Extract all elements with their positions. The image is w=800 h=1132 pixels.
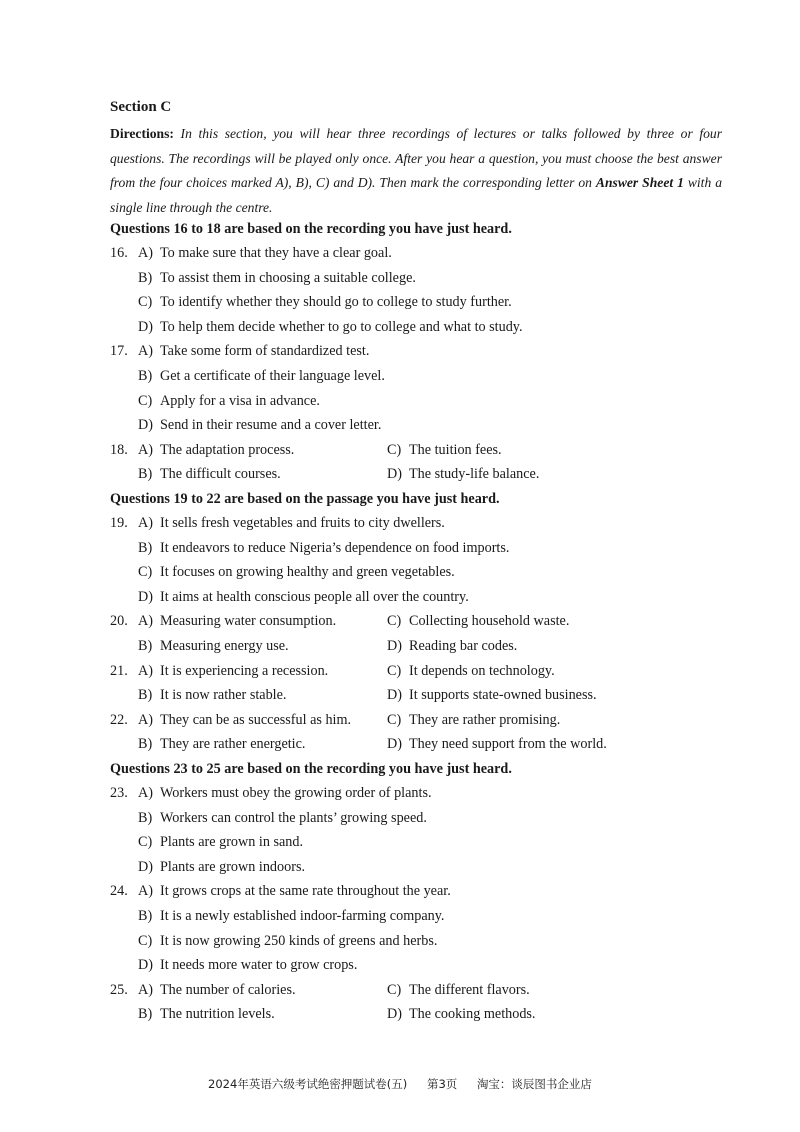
option-text: It is a newly established indoor-farming company.	[160, 908, 445, 924]
option-letter: C)	[138, 392, 153, 409]
directions-label: Directions	[110, 126, 170, 141]
option-letter: A)	[138, 883, 153, 900]
option-text: Take some form of standardized test.	[160, 343, 370, 360]
option-text: Send in their resume and a cover letter.	[160, 417, 382, 434]
answer-option	[138, 343, 369, 360]
option-text: Reading bar codes.	[409, 638, 518, 654]
option-letter: A)	[138, 785, 153, 801]
answer-option	[138, 785, 432, 802]
answer-option	[138, 908, 444, 925]
answer-option	[138, 957, 357, 974]
answer-option	[387, 638, 517, 655]
option-text: Workers can control the plants’ growing speed.	[160, 809, 427, 826]
option-letter: C)	[387, 662, 402, 679]
section-title: Section C	[110, 99, 172, 115]
option-letter: D)	[138, 858, 153, 875]
option-text: The difficult courses.	[160, 466, 281, 483]
option-letter: A)	[138, 981, 153, 998]
option-text: Collecting household waste.	[409, 613, 570, 630]
option-letter: D)	[138, 318, 153, 335]
option-text: To help them decide whether to go to college and what to study.	[160, 318, 523, 335]
question-group-header: Questions 19 to 22 are based on the passage you have just heard.	[110, 491, 500, 507]
answer-option	[138, 319, 523, 336]
option-letter: B)	[138, 1006, 153, 1023]
option-letter: B)	[138, 638, 153, 654]
page-footer	[0, 1076, 800, 1092]
answer-option	[138, 540, 509, 557]
option-text: To identify whether they should go to college to study further.	[160, 294, 512, 311]
answer-option	[387, 442, 502, 459]
option-text: Measuring energy use.	[160, 638, 289, 654]
answer-sheet-ref: Answer Sheet 1	[595, 175, 684, 191]
option-letter: D)	[387, 687, 402, 704]
question-number: 17.	[110, 343, 128, 360]
option-text: To assist them in choosing a suitable college.	[160, 269, 416, 286]
option-letter: D)	[387, 466, 402, 483]
footer-shop: 淘宝：谈辰图书企业店	[476, 1077, 592, 1091]
option-letter: C)	[387, 711, 402, 728]
answer-option	[138, 982, 296, 999]
answer-option	[138, 270, 416, 287]
option-text: They are rather energetic.	[160, 736, 306, 753]
answer-option	[138, 933, 437, 950]
answer-option	[387, 982, 530, 999]
option-letter: A)	[138, 711, 153, 728]
answer-option	[387, 736, 607, 753]
option-letter: B)	[138, 908, 153, 924]
option-letter: D)	[138, 588, 153, 605]
option-text: It focuses on growing healthy and green vegetables.	[160, 564, 455, 581]
answer-option	[138, 393, 320, 410]
directions-text-1: In this section, you will hear three recordings of lectures or talks followed by three or four questions. The recordings will be played only once. After you hear a question, you must choose the best answer from the four choices marked A), B), C) and D). Then mark the corresponding letter on	[110, 126, 722, 191]
answer-option	[138, 638, 289, 655]
option-letter: A)	[138, 515, 153, 531]
footer-title: 2024年英语六级考试绝密押题试卷(五)	[208, 1077, 408, 1091]
question-number: 22.	[110, 711, 128, 728]
option-text: Apply for a visa in advance.	[160, 392, 320, 409]
answer-option	[138, 883, 451, 900]
option-letter: A)	[138, 613, 153, 630]
option-text: Get a certificate of their language level.	[160, 368, 385, 384]
option-text: It is now rather stable.	[160, 687, 287, 704]
option-text: It grows crops at the same rate throughout the year.	[160, 883, 451, 900]
question-group-header: Questions 16 to 18 are based on the recording you have just heard.	[110, 221, 512, 237]
option-letter: B)	[138, 809, 153, 826]
option-text: The number of calories.	[160, 981, 296, 998]
answer-option	[387, 712, 560, 729]
option-letter: D)	[138, 417, 153, 434]
option-text: It depends on technology.	[409, 662, 555, 679]
answer-option	[138, 810, 427, 827]
question-number: 18.	[110, 441, 128, 458]
answer-option	[138, 859, 305, 876]
option-text: It sells fresh vegetables and fruits to city dwellers.	[160, 515, 445, 531]
answer-option	[138, 663, 328, 680]
answer-option	[138, 564, 455, 581]
option-letter: D)	[138, 957, 153, 974]
option-text: They need support from the world.	[409, 736, 607, 753]
answer-option	[138, 368, 385, 385]
option-text: The different flavors.	[409, 981, 530, 998]
question-number: 23.	[110, 785, 128, 801]
option-letter: B)	[138, 466, 153, 483]
answer-option	[138, 736, 305, 753]
answer-option	[138, 613, 336, 630]
answer-option	[138, 834, 303, 851]
question-number: 24.	[110, 883, 128, 900]
answer-option	[387, 687, 597, 704]
option-text: It supports state-owned business.	[409, 687, 597, 704]
option-letter: A)	[138, 441, 153, 458]
question-number: 19.	[110, 515, 128, 531]
answer-option	[138, 589, 469, 606]
directions	[110, 122, 722, 220]
option-text: Workers must obey the growing order of plants.	[160, 785, 432, 801]
option-text: Plants are grown in sand.	[160, 834, 304, 851]
option-text: It needs more water to grow crops.	[160, 957, 358, 974]
answer-option	[138, 687, 286, 704]
option-text: The adaptation process.	[160, 441, 295, 458]
option-text: They are rather promising.	[409, 711, 561, 728]
option-text: It aims at health conscious people all over the country.	[160, 588, 469, 605]
option-letter: B)	[138, 687, 153, 704]
option-letter: C)	[387, 441, 402, 458]
option-letter: B)	[138, 736, 153, 753]
directions-separator: :	[169, 126, 174, 141]
answer-option	[387, 663, 555, 680]
option-text: It is now growing 250 kinds of greens and herbs.	[160, 932, 438, 949]
answer-option	[138, 294, 512, 311]
answer-option	[138, 515, 445, 532]
answer-option	[387, 1006, 535, 1023]
option-text: The nutrition levels.	[160, 1006, 275, 1023]
answer-option	[138, 442, 294, 459]
option-letter: A)	[138, 662, 153, 679]
option-text: It is experiencing a recession.	[160, 662, 329, 679]
option-letter: C)	[387, 981, 402, 998]
answer-option	[387, 613, 569, 630]
answer-option	[138, 245, 392, 262]
option-text: The cooking methods.	[409, 1006, 536, 1023]
option-letter: B)	[138, 368, 153, 384]
option-text: Measuring water consumption.	[160, 613, 337, 630]
option-text: The tuition fees.	[409, 441, 502, 458]
option-letter: C)	[138, 834, 153, 851]
answer-option	[138, 1006, 275, 1023]
answer-option	[387, 466, 539, 483]
question-number: 25.	[110, 981, 128, 998]
footer-page-number: 第3页	[426, 1077, 458, 1091]
option-letter: A)	[138, 343, 153, 360]
option-letter: B)	[138, 539, 153, 556]
option-letter: B)	[138, 269, 153, 286]
option-letter: D)	[387, 736, 402, 753]
answer-option	[138, 417, 381, 434]
answer-option	[138, 712, 351, 729]
option-letter: A)	[138, 245, 153, 261]
option-letter: D)	[387, 638, 402, 654]
question-number: 21.	[110, 662, 128, 679]
answer-option	[138, 466, 281, 483]
option-letter: D)	[387, 1006, 402, 1023]
question-group-header: Questions 23 to 25 are based on the recording you have just heard.	[110, 761, 512, 777]
option-text: The study-life balance.	[409, 466, 540, 483]
option-text: It endeavors to reduce Nigeria’s dependence on food imports.	[160, 539, 510, 556]
option-letter: C)	[387, 613, 402, 630]
option-letter: C)	[138, 932, 153, 949]
directions-text-2: with a single line through the centre.	[110, 175, 722, 215]
option-letter: C)	[138, 294, 153, 311]
option-text: They can be as successful as him.	[160, 711, 352, 728]
question-number: 16.	[110, 245, 128, 261]
question-number: 20.	[110, 613, 128, 630]
option-text: Plants are grown indoors.	[160, 858, 306, 875]
option-letter: C)	[138, 564, 153, 581]
option-text: To make sure that they have a clear goal.	[160, 245, 392, 261]
